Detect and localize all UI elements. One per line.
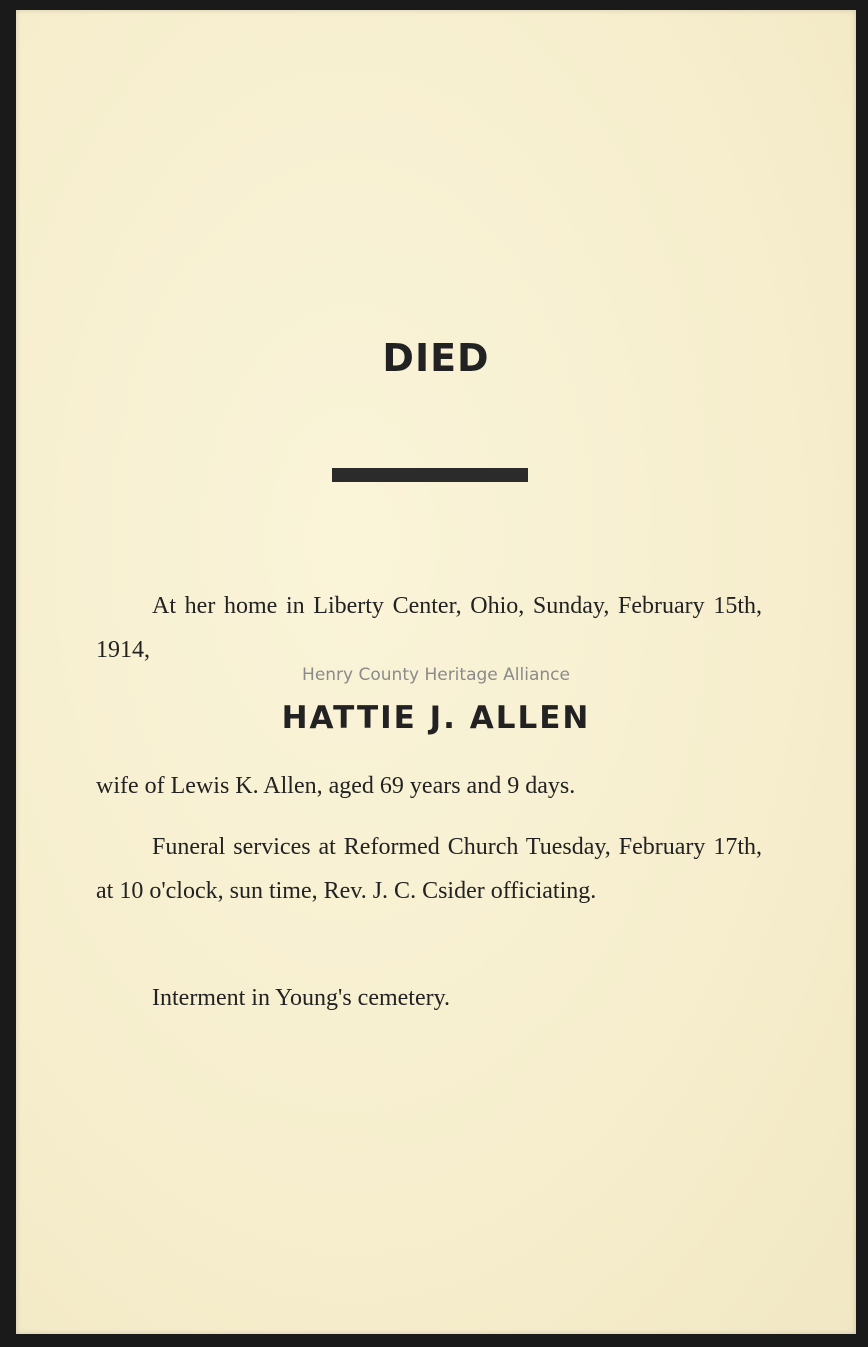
death-place-date-text: At her home in Liberty Center, Ohio, Sunday, February 15th, 1914, — [96, 593, 762, 663]
divider-bar — [332, 468, 528, 482]
funeral-services-text: Funeral services at Reformed Church Tuesday, February 17th, at 10 o'clock, sun time, Rev. J. C. Csider officiating. — [96, 834, 762, 904]
relation-age-text: wife of Lewis K. Allen, aged 69 years and 9 days. — [96, 773, 576, 799]
interment-text: Interment in Young's cemetery. — [152, 985, 451, 1011]
deceased-name: HATTIE J. ALLEN — [281, 700, 591, 736]
heading-died: DIED — [382, 336, 490, 380]
watermark-text: Henry County Heritage Alliance — [302, 665, 570, 685]
memorial-card — [16, 10, 856, 1334]
